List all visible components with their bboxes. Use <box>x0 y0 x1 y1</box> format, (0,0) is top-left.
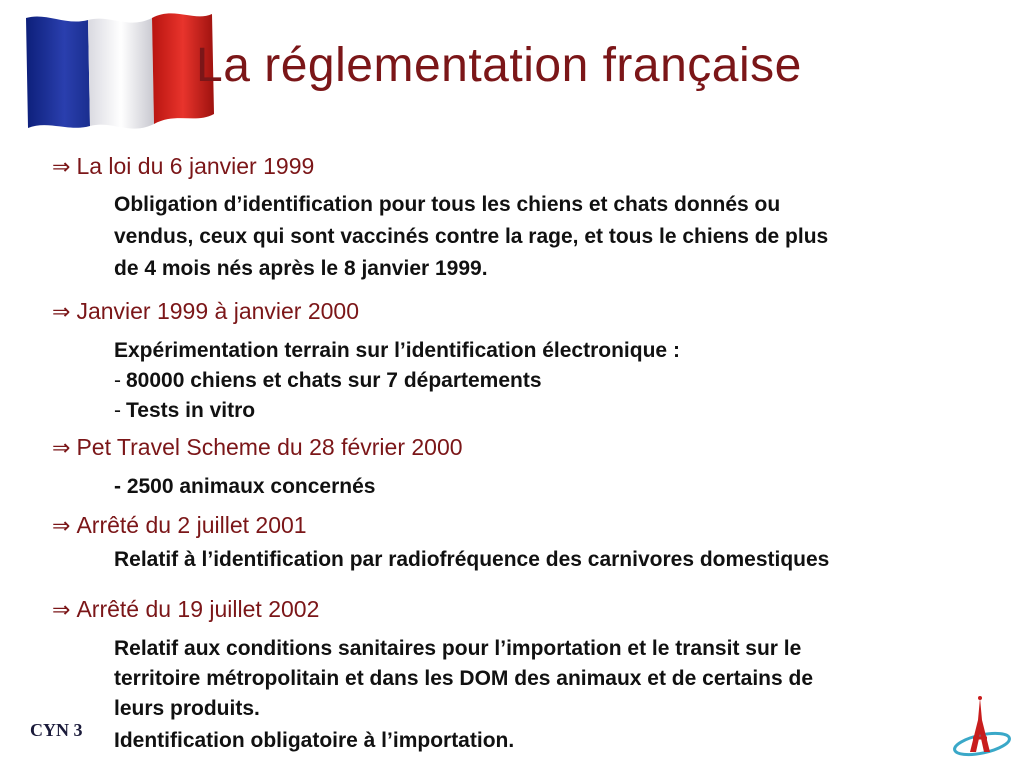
body-text: Relatif à l’identification par radiofréquence des carnivores domestiques <box>114 548 830 571</box>
arrow-icon: ⇒ <box>52 155 71 180</box>
body-text: Relatif aux conditions sanitaires pour l’importation et le transit sur le <box>114 637 802 660</box>
bullet-dash: - <box>114 369 121 392</box>
arrow-icon: ⇒ <box>52 436 71 461</box>
section-heading <box>52 511 307 541</box>
body-text: - 2500 animaux concernés <box>114 475 376 498</box>
arrow-icon: ⇒ <box>52 300 71 325</box>
section-heading <box>52 433 463 463</box>
section-heading-label: Janvier 1999 à janvier 2000 <box>76 298 360 324</box>
bullet-dash: - <box>114 399 121 422</box>
french-flag-icon <box>18 8 218 136</box>
page-title: La réglementation française <box>196 39 802 92</box>
section-heading-label: Arrêté du 2 juillet 2001 <box>76 512 307 538</box>
section-heading <box>52 152 314 182</box>
arrow-icon: ⇒ <box>52 514 71 539</box>
body-text: vendus, ceux qui sont vaccinés contre la rage, et tous le chiens de plus <box>114 225 829 248</box>
body-text: de 4 mois nés après le 8 janvier 1999. <box>114 257 488 280</box>
eiffel-logo-icon <box>944 694 1016 766</box>
body-text: Identification obligatoire à l’importation. <box>114 729 515 752</box>
footer-label: CYN 3 <box>30 720 83 740</box>
section-heading-label: Pet Travel Scheme du 28 février 2000 <box>76 434 463 460</box>
bullet-item <box>114 396 255 425</box>
body-text: territoire métropolitain et dans les DOM des animaux et de certains de <box>114 667 814 690</box>
section-heading-label: Arrêté du 19 juillet 2002 <box>76 596 320 622</box>
bullet-text: Tests in vitro <box>126 399 256 422</box>
section-heading <box>52 595 319 625</box>
body-text: Expérimentation terrain sur l’identification électronique : <box>114 339 680 362</box>
bullet-text: 80000 chiens et chats sur 7 départements <box>126 369 542 392</box>
section-heading <box>52 297 359 327</box>
bullet-item <box>114 366 542 395</box>
body-text: Obligation d’identification pour tous les chiens et chats donnés ou <box>114 193 781 216</box>
section-heading-label: La loi du 6 janvier 1999 <box>76 153 315 179</box>
body-text: leurs produits. <box>114 697 260 720</box>
arrow-icon: ⇒ <box>52 598 71 623</box>
